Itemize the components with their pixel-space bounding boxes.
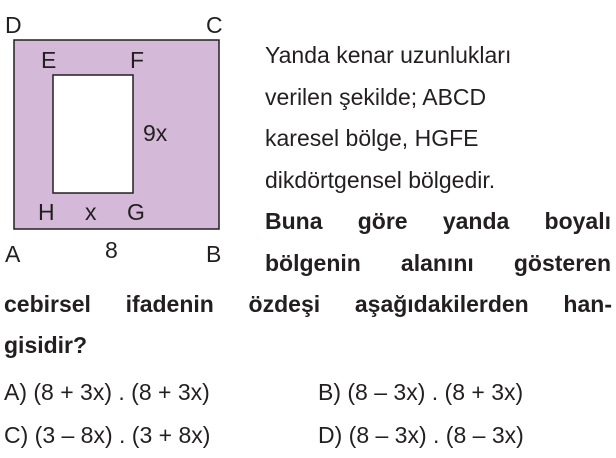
vertex-c: C [206, 12, 223, 38]
option-c[interactable]: C) (3 – 8x) . (3 + 8x) [4, 422, 211, 448]
intro-line-4: dikdörtgensel bölgedir. [265, 167, 496, 193]
question-bold-line-3: cebirsel ifadenin özdeşi aşağıdakilerden han- [4, 291, 612, 317]
vertex-b: B [206, 241, 222, 267]
vertex-d: D [5, 12, 22, 38]
inner-height-label: 9x [143, 120, 168, 146]
option-b[interactable]: B) (8 – 3x) . (8 + 3x) [318, 379, 524, 405]
option-a[interactable]: A) (8 + 3x) . (8 + 3x) [4, 379, 210, 405]
option-d[interactable]: D) (8 – 3x) . (8 – 3x) [318, 422, 524, 448]
question-bold-line-4: gisidir? [4, 332, 88, 358]
vertex-f: F [130, 47, 145, 73]
question-bold-line-2: bölgenin alanını gösteren [265, 250, 611, 276]
inner-width-label: x [85, 199, 97, 225]
side-length-label: 8 [105, 237, 118, 263]
vertex-a: A [5, 241, 21, 267]
vertex-g: G [127, 199, 145, 225]
intro-line-2: verilen şekilde; ABCD [265, 84, 487, 110]
vertex-h: H [38, 199, 55, 225]
intro-line-1: Yanda kenar uzunlukları [265, 42, 512, 68]
vertex-e: E [41, 47, 57, 73]
question-bold-line-1: Buna göre yanda boyalı [265, 208, 611, 234]
intro-line-3: karesel bölge, HGFE [265, 125, 479, 151]
rectangle-hgfe [53, 75, 133, 193]
